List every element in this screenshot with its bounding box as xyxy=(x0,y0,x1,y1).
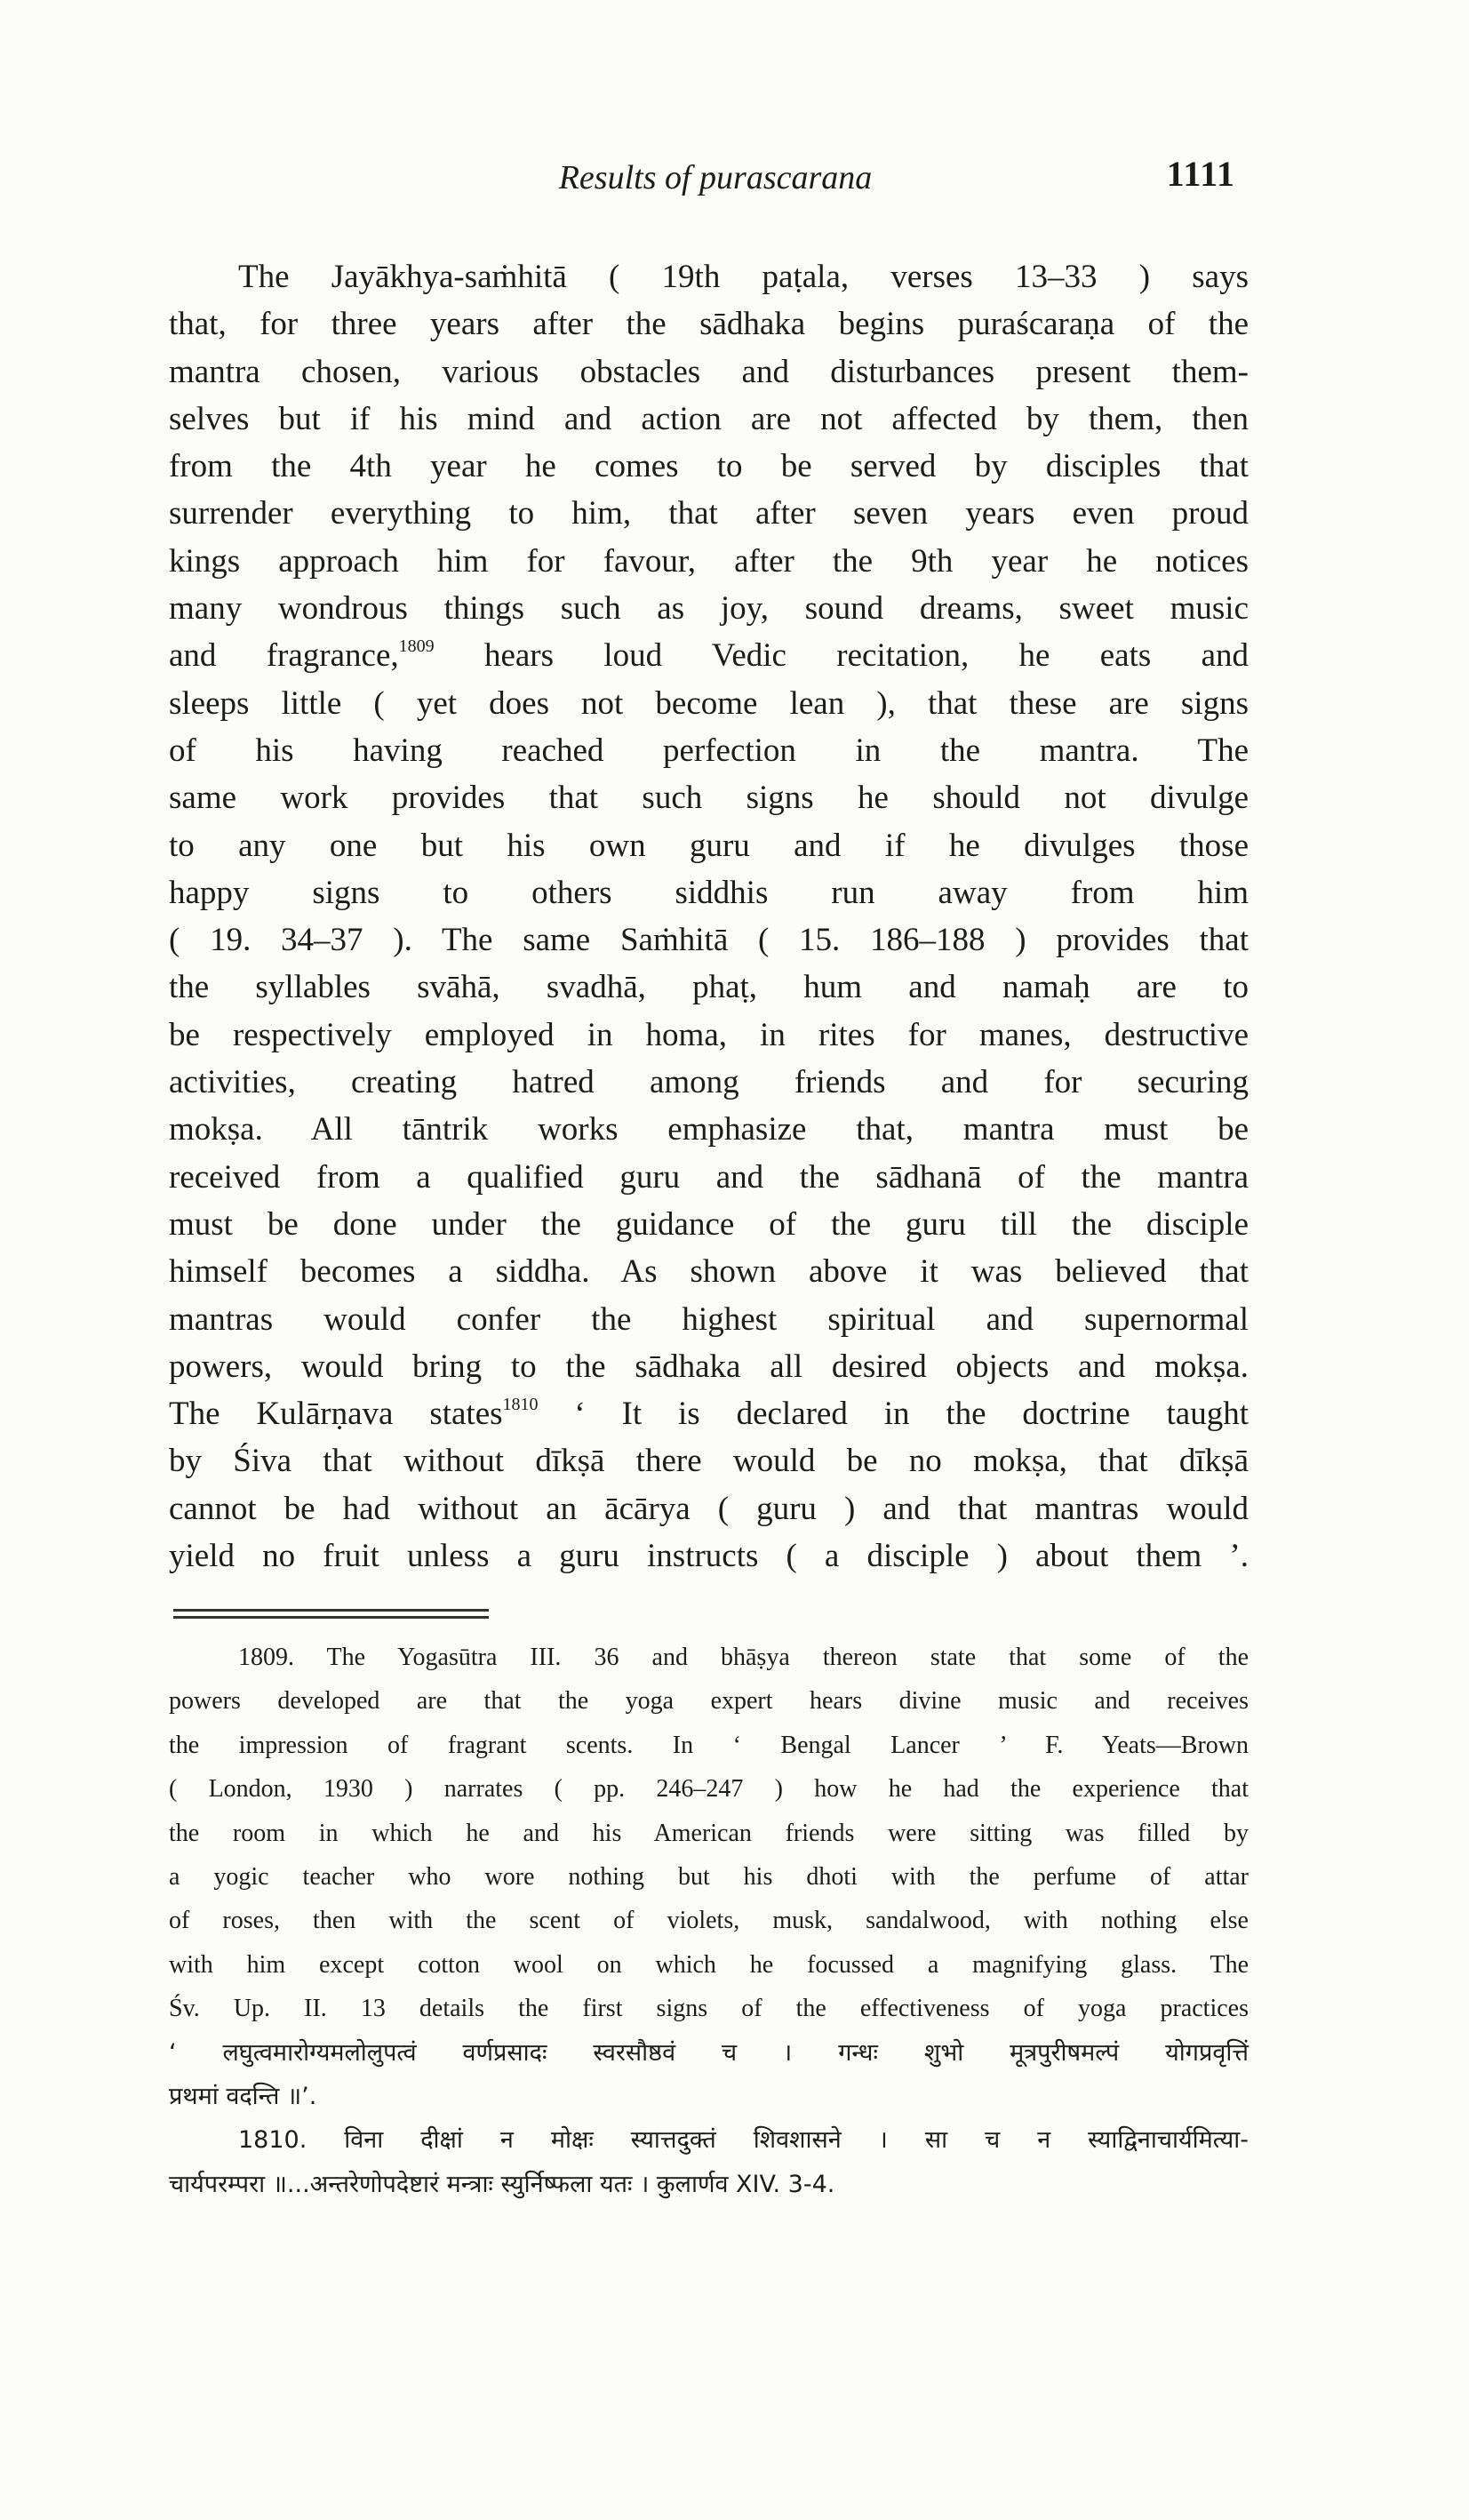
main-text xyxy=(169,253,1249,1580)
text-line: received from a qualified guru and the sādhanā of the mantra xyxy=(169,1158,1249,1196)
text-line: be respectively employed in homa, in rites for manes, destructive xyxy=(169,1016,1249,1053)
footnote-sanskrit-line: प्रथमां वदन्ति ॥’. xyxy=(169,2082,317,2110)
footnote-line: 1809. The Yogasūtra III. 36 and bhāṣya thereon state that some of the xyxy=(238,1644,1249,1671)
footnote-ref-1809[interactable]: 1809 xyxy=(398,636,435,657)
footnote-ref-1810[interactable]: 1810 xyxy=(502,1395,539,1415)
text-line: mantras would confer the highest spiritual and supernormal xyxy=(169,1300,1249,1338)
text-line: that, for three years after the sādhaka begins puraścaraṇa of the xyxy=(169,306,1249,343)
footnote-line: the impression of fragrant scents. In ‘ Bengal Lancer ’ F. Yeats—Brown xyxy=(169,1731,1249,1759)
page-header xyxy=(169,154,1262,212)
running-title: Results of purascarana xyxy=(558,159,873,196)
footnote-line: a yogic teacher who wore nothing but his dhoti with the perfume of attar xyxy=(169,1862,1249,1891)
text-line: the syllables svāhā, svadhā, phaṭ, hum and namaḥ are to xyxy=(169,969,1249,1006)
text-line-with-footnote-1810 xyxy=(169,1390,1249,1437)
rule-line xyxy=(173,1616,489,1619)
text-line: himself becomes a siddha. As shown above it was believed that xyxy=(169,1253,1249,1291)
footnote-line: powers developed are that the yoga expert hears divine music and receives xyxy=(169,1687,1249,1716)
text-line: of his having reached perfection in the mantra. The xyxy=(169,732,1249,769)
text-line: ( 19. 34–37 ). The same Saṁhitā ( 15. 186–188 ) provides that xyxy=(169,922,1249,959)
text-line: mantra chosen, various obstacles and disturbances present them- xyxy=(169,353,1249,390)
text-line: surrender everything to him, that after seven years even proud xyxy=(169,495,1249,532)
rule-line xyxy=(173,1609,489,1612)
footnote-line: the room in which he and his American friends were sitting was filled by xyxy=(169,1819,1249,1847)
text-line: selves but if his mind and action are not affected by them, then xyxy=(169,400,1249,437)
text-line: by Śiva that without dīkṣā there would be no mokṣa, that dīkṣā xyxy=(169,1443,1249,1480)
text-line: kings approach him for favour, after the 9th year he notices xyxy=(169,542,1249,580)
text-line: cannot be had without an ācārya ( guru ) and that mantras would xyxy=(169,1490,1249,1527)
page-number: 1111 xyxy=(1166,154,1235,194)
text-line: activities, creating hatred among friends and for securing xyxy=(169,1064,1249,1101)
footnote-line: ( London, 1930 ) narrates ( pp. 246–247 ) how he had the experience that xyxy=(169,1775,1249,1804)
text-line: many wondrous things such as joy, sound dreams, sweet music xyxy=(169,590,1249,628)
text-line: sleeps little ( yet does not become lean ), that these are signs xyxy=(169,684,1249,722)
text-after-ref: ‘ It is declared in the doctrine taught xyxy=(538,1396,1249,1433)
text-line: yield no fruit unless a guru instructs ( a disciple ) about them ’. xyxy=(169,1538,1249,1575)
footnote-sanskrit-line: चार्यपरम्परा ॥...अन्तरेणोपदेष्टारं मन्त्राः स्युर्निष्फला यतः । कुलार्णव XIV. 3-4. xyxy=(169,2170,835,2198)
text-line: to any one but his own guru and if he divulges those xyxy=(169,827,1249,864)
text-before-ref: The Kulārṇava states xyxy=(169,1396,503,1433)
text-line: from the 4th year he comes to be served by disciples that xyxy=(169,448,1249,485)
footnote-line: Śv. Up. II. 13 details the first signs of the effectiveness of yoga practices xyxy=(169,1995,1249,2023)
text-after-ref: hears loud Vedic recitation, he eats and xyxy=(434,637,1249,675)
footnote-line: with him except cotton wool on which he focussed a magnifying glass. The xyxy=(169,1950,1249,1979)
footnote-line: of roses, then with the scent of violets, musk, sandalwood, with nothing else xyxy=(169,1907,1249,1935)
text-before-ref: and fragrance, xyxy=(169,637,399,675)
footnote-sanskrit-line: ‘ लघुत्वमारोग्यमलोलुपत्वं वर्णप्रसादः स्वरसौष्ठवं च । गन्धः शुभो मूत्रपुरीषमल्पं योगप्रवृत्तिं xyxy=(169,2038,1249,2067)
text-line: must be done under the guidance of the guru till the disciple xyxy=(169,1205,1249,1243)
footnotes xyxy=(169,1636,1249,2206)
text-line: The Jayākhya-saṁhitā ( 19th paṭala, verses 13–33 ) says xyxy=(238,259,1249,295)
text-line: happy signs to others siddhis run away from him xyxy=(169,874,1249,911)
text-line: same work provides that such signs he should not divulge xyxy=(169,780,1249,817)
text-line: powers, would bring to the sādhaka all desired objects and mokṣa. xyxy=(169,1348,1249,1385)
footnote-separator xyxy=(173,1609,489,1623)
text-line: mokṣa. All tāntrik works emphasize that, mantra must be xyxy=(169,1111,1249,1148)
footnote-sanskrit-line: 1810. विना दीक्षां न मोक्षः स्यात्तदुक्तं शिवशासने । सा च न स्याद्विनाचार्यमित्या- xyxy=(238,2126,1249,2155)
text-line-with-footnote-1809 xyxy=(169,632,1249,679)
